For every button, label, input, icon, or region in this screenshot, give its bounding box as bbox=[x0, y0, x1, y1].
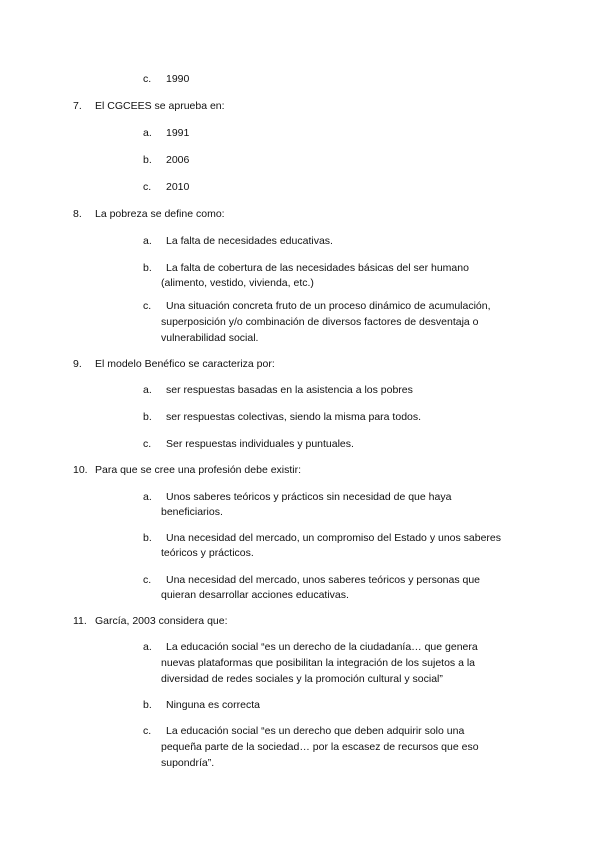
q8-option-b-line1: La falta de cobertura de las necesidades básicas del ser humano bbox=[166, 262, 469, 274]
q9-number: 9. bbox=[73, 358, 82, 370]
q8-option-b-letter: b. bbox=[143, 262, 152, 274]
q6-option-c-text: 1990 bbox=[166, 73, 190, 85]
q11-option-c-letter: c. bbox=[143, 725, 152, 737]
q7-option-b-text: 2006 bbox=[166, 154, 190, 166]
q10-option-b-line2: teóricos y prácticos. bbox=[161, 547, 254, 559]
q8-option-c-line3: vulnerabilidad social. bbox=[161, 332, 259, 344]
q11-number: 11. bbox=[73, 615, 87, 627]
q8-option-c-letter: c. bbox=[143, 300, 152, 312]
q10-number: 10. bbox=[73, 464, 88, 476]
q8-option-c-line1: Una situación concreta fruto de un proceso dinámico de acumulación, bbox=[166, 300, 491, 312]
q10-option-a-line1: Unos saberes teóricos y prácticos sin necesidad de que haya bbox=[166, 491, 452, 503]
q11-option-a-letter: a. bbox=[143, 641, 152, 653]
q10-option-a-line2: beneficiarios. bbox=[161, 506, 223, 518]
q11-option-c-line2: pequeña parte de la sociedad… por la escasez de recursos que eso bbox=[161, 741, 479, 753]
q7-option-c-text: 2010 bbox=[166, 181, 190, 193]
q8-number: 8. bbox=[73, 208, 82, 220]
q9-option-c-text: Ser respuestas individuales y puntuales. bbox=[166, 438, 354, 450]
q9-option-b-letter: b. bbox=[143, 411, 152, 423]
q11-option-c-line1: La educación social “es un derecho que deben adquirir solo una bbox=[166, 725, 465, 737]
q8-option-a-letter: a. bbox=[143, 235, 152, 247]
q10-option-a-letter: a. bbox=[143, 491, 152, 503]
q10-option-c-line2: quieran desarrollar acciones educativas. bbox=[161, 589, 349, 601]
q9-question: El modelo Benéfico se caracteriza por: bbox=[95, 358, 275, 370]
q10-option-c-letter: c. bbox=[143, 574, 152, 586]
q9-option-a-text: ser respuestas basadas en la asistencia a los pobres bbox=[166, 384, 413, 396]
q7-number: 7. bbox=[73, 100, 82, 112]
q7-option-a-letter: a. bbox=[143, 127, 152, 139]
q7-option-b-letter: b. bbox=[143, 154, 152, 166]
q8-option-a-text: La falta de necesidades educativas. bbox=[166, 235, 333, 247]
q11-question: García, 2003 considera que: bbox=[95, 615, 228, 627]
q11-option-a-line1: La educación social “es un derecho de la ciudadanía… que genera bbox=[166, 641, 478, 653]
q8-option-b-line2: (alimento, vestido, vivienda, etc.) bbox=[161, 277, 314, 289]
q9-option-b-text: ser respuestas colectivas, siendo la misma para todos. bbox=[166, 411, 422, 423]
q10-option-c-line1: Una necesidad del mercado, unos saberes teóricos y personas que bbox=[166, 574, 481, 586]
q8-question: La pobreza se define como: bbox=[95, 208, 225, 220]
q10-option-b-letter: b. bbox=[143, 532, 152, 544]
q11-option-c-line3: supondría”. bbox=[161, 757, 215, 769]
q10-question: Para que se cree una profesión debe existir: bbox=[95, 464, 302, 476]
q9-option-a-letter: a. bbox=[143, 384, 152, 396]
q7-option-a-text: 1991 bbox=[166, 127, 190, 139]
q7-option-c-letter: c. bbox=[143, 181, 152, 193]
q10-option-b-line1: Una necesidad del mercado, un compromiso del Estado y unos saberes bbox=[166, 532, 502, 544]
q11-option-a-line2: nuevas plataformas que posibilitan la integración de los sujetos a la bbox=[161, 657, 476, 669]
q11-option-a-line3: diversidad de redes sociales y la promoción cultural y social” bbox=[161, 673, 443, 685]
q11-option-b-text: Ninguna es correcta bbox=[166, 699, 260, 711]
q8-option-c-line2: superposición y/o combinación de diversos factores de desventaja o bbox=[161, 316, 479, 328]
q11-option-b-letter: b. bbox=[143, 699, 152, 711]
q6-option-c-letter: c. bbox=[143, 73, 152, 85]
q7-question: El CGCEES se aprueba en: bbox=[95, 100, 225, 112]
q9-option-c-letter: c. bbox=[143, 438, 152, 450]
